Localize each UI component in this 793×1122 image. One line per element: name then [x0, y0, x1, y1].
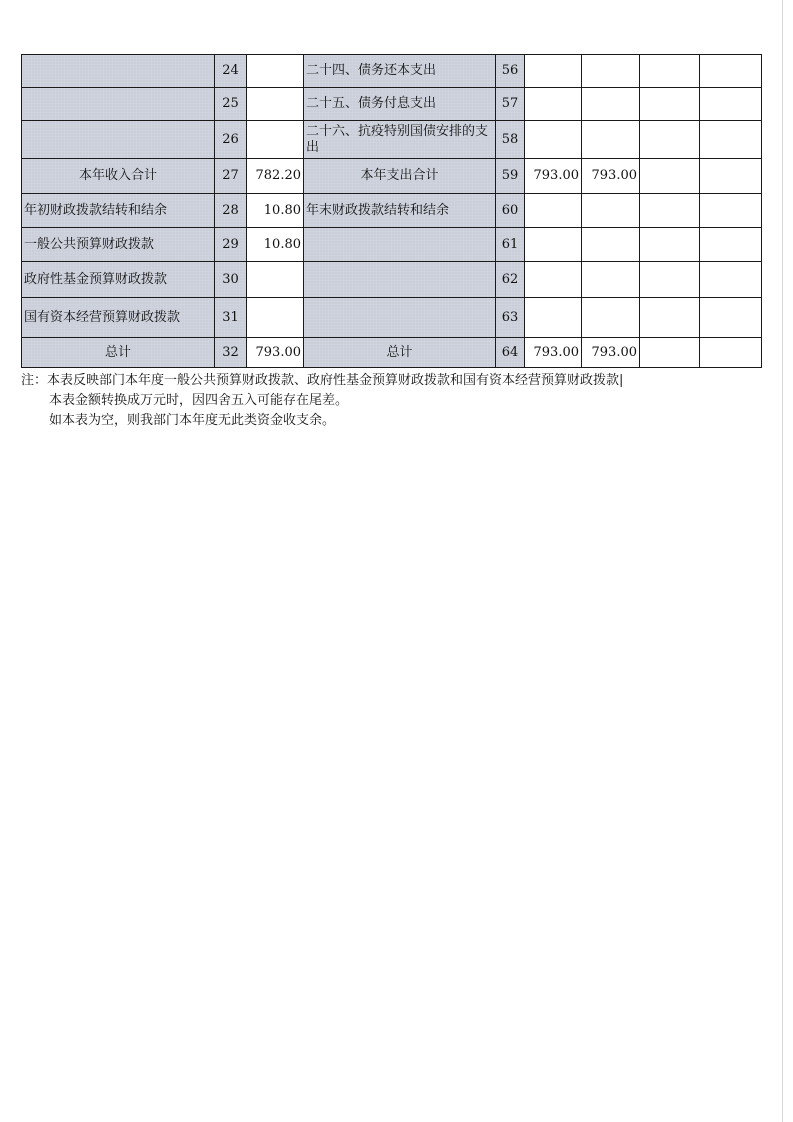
right-amount-total: [525, 298, 582, 338]
fiscal-appropriation-table: [21, 54, 762, 368]
left-amount-cell: 10.80: [247, 228, 304, 262]
left-row-number: 26: [215, 121, 247, 159]
right-row-number: 59: [496, 159, 525, 194]
right-amount-fund: [640, 88, 700, 121]
left-amount-cell: [247, 298, 304, 338]
right-amount-total: 793.00: [525, 159, 582, 194]
left-row-number: 30: [215, 262, 247, 298]
left-label-cell: 一般公共预算财政拨款: [22, 228, 215, 262]
table-row-total: [22, 338, 762, 368]
right-amount-capital: [700, 194, 762, 228]
right-amount-general: [582, 262, 640, 298]
right-row-number: 62: [496, 262, 525, 298]
right-amount-capital: [700, 88, 762, 121]
right-amount-total: 793.00: [525, 338, 582, 368]
note-line-scope: 注：本表反映部门本年度一般公共预算财政拨款、政府性基金预算财政拨款和国有资本经营预算财政拨款|: [21, 373, 624, 388]
right-amount-general: [582, 194, 640, 228]
left-label-cell: [22, 121, 215, 159]
right-amount-total: [525, 194, 582, 228]
right-amount-general: 793.00: [582, 159, 640, 194]
left-amount-cell: [247, 121, 304, 159]
left-amount-cell: 10.80: [247, 194, 304, 228]
right-row-number: 56: [496, 55, 525, 88]
right-amount-total: [525, 88, 582, 121]
right-amount-fund: [640, 159, 700, 194]
right-amount-fund: [640, 228, 700, 262]
right-row-number: 58: [496, 121, 525, 159]
right-row-number: 61: [496, 228, 525, 262]
right-label-cell: 年末财政拨款结转和结余: [304, 194, 496, 228]
table-notes: [21, 371, 781, 431]
left-label-cell: 年初财政拨款结转和结余: [22, 194, 215, 228]
right-label-cell: 总计: [304, 338, 496, 368]
right-amount-fund: [640, 55, 700, 88]
right-label-cell: 二十六、抗疫特别国债安排的支出: [304, 121, 496, 159]
left-amount-cell: 782.20: [247, 159, 304, 194]
page-edge: [782, 0, 783, 1122]
left-row-number: 32: [215, 338, 247, 368]
right-amount-capital: [700, 159, 762, 194]
right-label-cell: 二十四、债务还本支出: [304, 55, 496, 88]
left-amount-cell: [247, 55, 304, 88]
table-row: [22, 121, 762, 159]
right-label-cell: 本年支出合计: [304, 159, 496, 194]
right-amount-capital: [700, 338, 762, 368]
right-amount-fund: [640, 262, 700, 298]
right-row-number: 63: [496, 298, 525, 338]
left-label-cell: 政府性基金预算财政拨款: [22, 262, 215, 298]
right-amount-total: [525, 228, 582, 262]
right-amount-capital: [700, 228, 762, 262]
table-row: [22, 228, 762, 262]
right-amount-fund: [640, 298, 700, 338]
right-amount-fund: [640, 194, 700, 228]
right-amount-total: [525, 262, 582, 298]
left-label-cell: [22, 88, 215, 121]
left-row-number: 27: [215, 159, 247, 194]
right-amount-capital: [700, 121, 762, 159]
right-label-cell: 二十五、债务付息支出: [304, 88, 496, 121]
right-amount-general: [582, 121, 640, 159]
right-amount-capital: [700, 298, 762, 338]
right-amount-total: [525, 121, 582, 159]
right-amount-general: [582, 55, 640, 88]
left-row-number: 31: [215, 298, 247, 338]
left-label-cell: 本年收入合计: [22, 159, 215, 194]
table-row: [22, 262, 762, 298]
right-row-number: 57: [496, 88, 525, 121]
right-amount-capital: [700, 55, 762, 88]
left-row-number: 24: [215, 55, 247, 88]
right-amount-general: [582, 88, 640, 121]
left-amount-cell: [247, 88, 304, 121]
right-label-cell: [304, 228, 496, 262]
table-row: [22, 194, 762, 228]
left-label-cell: 国有资本经营预算财政拨款: [22, 298, 215, 338]
right-amount-total: [525, 55, 582, 88]
note-line-rounding: 本表金额转换成万元时，因四舍五入可能存在尾差。: [49, 393, 349, 408]
left-amount-cell: [247, 262, 304, 298]
left-label-cell: [22, 55, 215, 88]
right-label-cell: [304, 298, 496, 338]
left-row-number: 28: [215, 194, 247, 228]
table-row: [22, 298, 762, 338]
left-label-cell: 总计: [22, 338, 215, 368]
right-amount-capital: [700, 262, 762, 298]
table-row: [22, 55, 762, 88]
right-amount-general: [582, 228, 640, 262]
table-row: [22, 159, 762, 194]
right-amount-general: 793.00: [582, 338, 640, 368]
left-row-number: 29: [215, 228, 247, 262]
right-row-number: 64: [496, 338, 525, 368]
left-amount-cell: 793.00: [247, 338, 304, 368]
right-label-cell: [304, 262, 496, 298]
note-line-empty: 如本表为空，则我部门本年度无此类资金收支余。: [49, 413, 336, 428]
right-amount-general: [582, 298, 640, 338]
right-amount-fund: [640, 121, 700, 159]
right-row-number: 60: [496, 194, 525, 228]
right-amount-fund: [640, 338, 700, 368]
table-row: [22, 88, 762, 121]
left-row-number: 25: [215, 88, 247, 121]
